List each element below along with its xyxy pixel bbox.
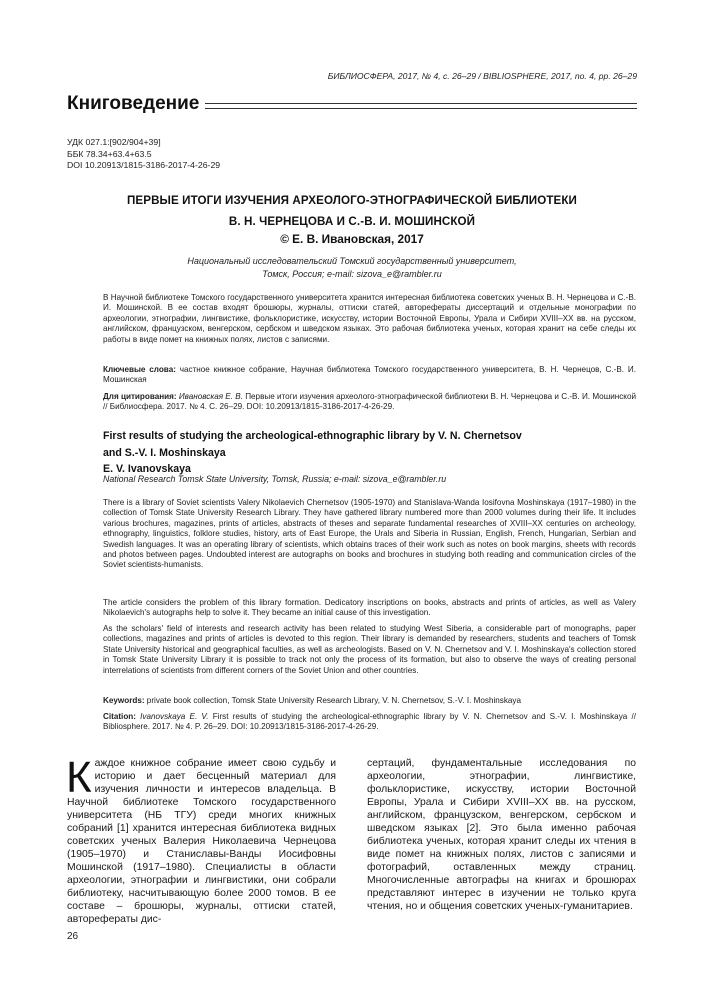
ru-cite-label: Для цитирования: — [103, 392, 177, 401]
section-rule — [205, 103, 637, 109]
ru-cite-text: Первые итоги изучения археолого-этнографической библиотеки В. Н. Чернецова и С.-В. И. Мошинской // Библиосфера. 2017. № 4. С. 26–29. DOI: 10.20913/1815-3186-2017-4-26-29. — [103, 392, 637, 412]
en-abstract-p3 — [103, 624, 636, 676]
ru-keywords-label: Ключевые слова: — [103, 365, 176, 374]
body-left-text: аждое книжное собрание имеет свою судьбу и историю и дает бесценный материал для изучения личности и интересов владельца. В Научной библиотеке Томского государственного университета (НБ ТГУ) среди многих книжных собраний [1] хранится интересная библиотека видных советских ученых Валерия Николаевича Чернецова (1905–1970) и Станиславы-Ванды Иосифовны Мошинской (1917–1980). Специалисты в области археологии, этнографии и лингвистики, они собрали библиотеку, насчитывающую более 2000 томов. В ее составе – брошюры, журналы, оттиски статей, авторефераты дис- — [67, 758, 336, 925]
en-title-line1: First results of studying the archeological-ethnographic library by V. N. Chernetsov — [103, 430, 522, 442]
ru-keywords-text: частное книжное собрание, Научная библиотека Томского государственного университета, В. Н. Чернецов, С.-В. И. Мошинская — [103, 365, 636, 385]
en-abstract-text-3: As the scholars' field of interests and research activity has been related to studying West Siberia, a considerable part of monographs, paper collections, magazines and prints of articles is devoted to this region. Their library is demanded by researchers, students and teachers of Tomsk State University historical and geographical faculties, as well as archeologists. Based on V. N. Chernetsov and V. I. Moshinskaya's collection stored in Tomsk State University Library it is possible to track not only the process of its formation, but also to observe the ways of creating personal interrelations of scientists from different corners of the Soviet Union and other countries. — [103, 624, 636, 675]
ru-article-title — [67, 190, 637, 232]
ru-author: © Е. В. Ивановская, 2017 — [280, 232, 424, 246]
section-title: Книговедение — [67, 93, 200, 114]
ru-title-line2: В. Н. ЧЕРНЕЦОВА И С.-В. И. МОШИНСКОЙ — [228, 215, 476, 228]
en-keywords-text: private book collection, Tomsk State University Research Library, V. N. Chernetsov, S.-V. I. Moshinskaya — [144, 696, 522, 705]
running-head: БИБЛИОСФЕРА, 2017, № 4, с. 26–29 / BIBLIOSPHERE, 2017, no. 4, pp. 26–29 — [327, 71, 637, 81]
body-column-right — [367, 757, 636, 913]
en-cite-label: Citation: — [103, 712, 136, 721]
ru-title-line1: ПЕРВЫЕ ИТОГИ ИЗУЧЕНИЯ АРХЕОЛОГО-ЭТНОГРАФИЧЕСКОЙ БИБЛИОТЕКИ — [126, 194, 577, 207]
en-cite-author: Ivanovskaya E. V. — [135, 712, 209, 721]
en-article-title — [103, 428, 636, 478]
ru-keywords — [103, 365, 636, 386]
ru-affil-line2: Томск, Россия; e-mail: sizova_e@rambler.ru — [262, 268, 442, 279]
classification-codes — [67, 137, 220, 172]
doi-code: DOI 10.20913/1815-3186-2017-4-26-29 — [67, 160, 221, 171]
en-affiliation: National Research Tomsk State University, Tomsk, Russia; e-mail: sizova_e@rambler.ru — [103, 474, 447, 484]
en-keywords-label: Keywords: — [103, 696, 145, 705]
en-keywords — [103, 696, 636, 706]
page-number: 26 — [67, 931, 79, 942]
ru-affiliation — [67, 255, 637, 280]
en-title-line2: and S.-V. I. Moshinskaya — [103, 446, 226, 459]
en-abstract-text-1: There is a library of Soviet scientists Valery Nikolaevich Chernetsov (1905-1970) and Stanislava-Wanda Iosifovna Moshinskaya (1917–1980) in the collection of Tomsk State University Research Library. They have gathered library numbered more than 2000 volumes during their life. It includes various brochures, magazines, prints of articles, abstracts of theses and separate fundamental researches of XVIII–XX centuries on archeology, ethnography, linguistics, folklore studies, history, arts of East Europe, the Urals and Siberia in Russian, English, French, Hungarian, Serbian and Swedish languages. It was an operating library of scientists, which obtains traces of their work such as notes on book margins, sheets with records and photos between pages. Undoubted interest are autographs on books and brochures in studying both reading and communication circles of the Soviet scientists-humanists. — [103, 498, 636, 570]
ru-cite-author: Ивановская Е. В. — [176, 392, 243, 401]
drop-cap: К — [66, 753, 92, 802]
ru-abstract-text: В Научной библиотеке Томского государственного университета хранится интересная библиотека советских ученых В. Н. Чернецова и С.-В. И. Мошинской. В ее состав входят брошюры, журналы, оттиски статей, авторефераты диссертаций и отдельные монографии по археологии, этнографии, лингвистике, фольклористике, искусству, истории Восточной Европы, Урала и Сибири XVIII–XX вв. на русском, английском, французском, венгерском, сербском и шведском языках. Это рабочая библиотека ученых, которая хранит на себе следы их работы в виде помет на книжных полях, листов с записями. — [103, 293, 636, 344]
en-abstract-text-2: The article considers the problem of this library formation. Dedicatory inscriptions on books, abstracts and prints of articles, as well as Valery Nikolaevich's autographs help to solve it. They became an initial cause of this investigation. — [103, 598, 636, 618]
ru-citation — [103, 392, 636, 413]
ru-affil-line1: Национальный исследовательский Томский государственный университет, — [187, 256, 517, 266]
section-header — [67, 91, 637, 117]
body-right-text: сертаций, фундаментальные исследования по археологии, этнографии, лингвистике, фольклористике, искусству, истории Восточной Европы, Урала и Сибири XVIII–XX вв. на русском, английском, французском, венгерском, сербском и шведском языках [2]. Это была именно рабочая библиотека ученых, которая хранит следы их чтения в виде помет на книжных полях, листов с записями и фотографий, оставленных между страниц. Многочисленные автографы на книгах и брошюрах представляют интерес в изучении не только круга чтения, но и общения советских ученых-гуманитариев. — [367, 758, 636, 912]
en-abstract-p1 — [103, 498, 636, 571]
en-author: E. V. Ivanovskaya — [103, 463, 191, 475]
en-citation — [103, 712, 636, 733]
ru-abstract — [103, 293, 636, 345]
udc-code: УДК 027.1:[902/904+39] — [67, 137, 161, 147]
en-cite-text: First results of studying the archeological-ethnographic library by V. N. Chernetsov and S.-V. I. Moshinskaya // Bibliosphere. 2017. № 4. P. 26–29. DOI: 10.20913/1815-3186-2017-4-26-29. — [103, 712, 636, 732]
bbk-code: ББК 78.34+63.4+63.5 — [67, 148, 152, 159]
en-abstract-p2 — [103, 598, 636, 619]
body-column-left — [66, 753, 336, 926]
